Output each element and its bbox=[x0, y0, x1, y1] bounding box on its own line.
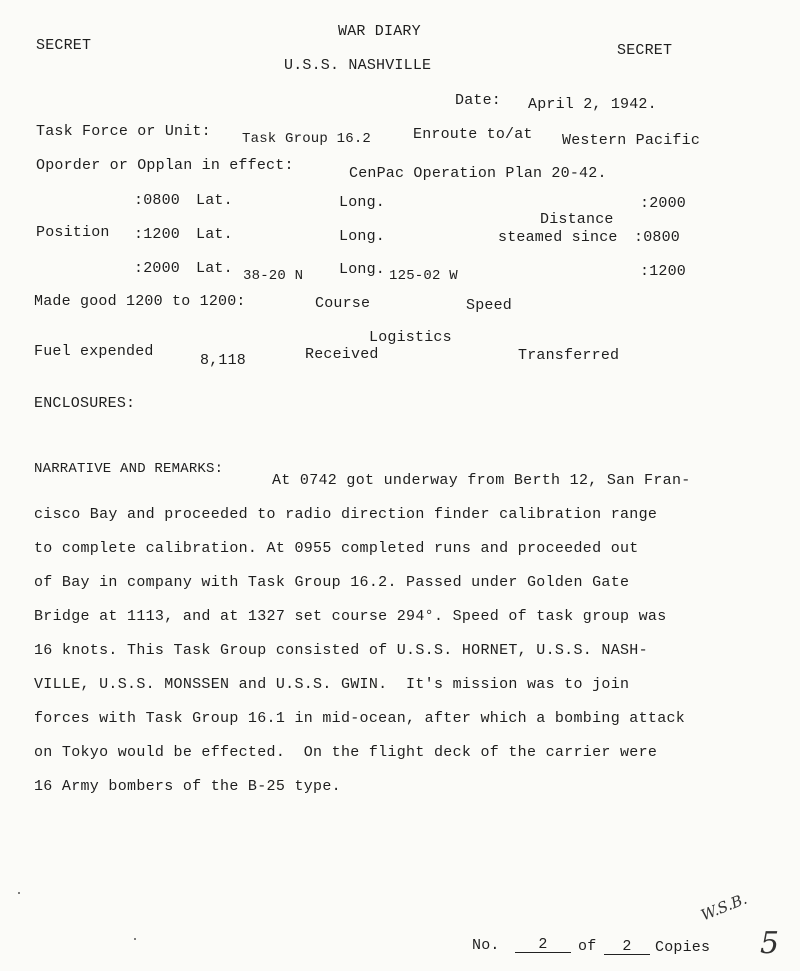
position-lat-label-1: Lat. bbox=[196, 192, 233, 209]
position-time-0800: :0800 bbox=[134, 192, 181, 209]
scan-speck bbox=[134, 938, 136, 940]
transferred-label: Transferred bbox=[518, 347, 620, 364]
narrative-line: forces with Task Group 16.1 in mid-ocean, after which a bombing attack bbox=[34, 710, 686, 727]
handwritten-initials: W.S.B. bbox=[698, 889, 750, 925]
document-title: WAR DIARY bbox=[338, 23, 421, 40]
made-good-label: Made good 1200 to 1200: bbox=[34, 293, 246, 310]
narrative-line: to complete calibration. At 0955 completed runs and proceeded out bbox=[34, 540, 639, 557]
position-long-value-3: 125-02 W bbox=[389, 268, 458, 284]
narrative-label: NARRATIVE AND REMARKS: bbox=[34, 461, 224, 477]
received-label: Received bbox=[305, 346, 379, 363]
enroute-label: Enroute to/at bbox=[413, 126, 533, 143]
narrative-line: At 0742 got underway from Berth 12, San Fran- bbox=[272, 472, 691, 489]
position-long-label-2: Long. bbox=[339, 228, 386, 245]
secret-marking-right: SECRET bbox=[617, 42, 673, 59]
enclosures-label: ENCLOSURES: bbox=[34, 395, 136, 412]
secret-marking-left: SECRET bbox=[36, 37, 92, 54]
distance-label: Distance bbox=[540, 211, 614, 228]
total-copies: 2 bbox=[604, 939, 650, 955]
date-label: Date: bbox=[455, 92, 502, 109]
position-time-1200: :1200 bbox=[134, 226, 181, 243]
speed-label: Speed bbox=[466, 297, 513, 314]
scan-speck bbox=[18, 892, 20, 894]
fuel-expended-label: Fuel expended bbox=[34, 343, 154, 360]
handwritten-page-number: 5 bbox=[760, 926, 780, 961]
position-long-label-3: Long. bbox=[339, 261, 386, 278]
position-lat-value-3: 38-20 N bbox=[243, 268, 304, 284]
position-right-2000: :2000 bbox=[640, 195, 687, 212]
position-lat-label-2: Lat. bbox=[196, 226, 233, 243]
narrative-line: VILLE, U.S.S. MONSSEN and U.S.S. GWIN. It's mission was to join bbox=[34, 676, 630, 693]
oporder-value: CenPac Operation Plan 20-42. bbox=[349, 165, 607, 182]
task-force-value: Task Group 16.2 bbox=[242, 131, 372, 147]
narrative-line: on Tokyo would be effected. On the flight deck of the carrier were bbox=[34, 744, 658, 761]
steamed-since-label: steamed since bbox=[498, 229, 618, 246]
fuel-expended-value: 8,118 bbox=[200, 352, 247, 369]
copy-number: 2 bbox=[515, 937, 571, 953]
narrative-line: cisco Bay and proceeded to radio direction finder calibration range bbox=[34, 506, 658, 523]
narrative-line: 16 knots. This Task Group consisted of U.S.S. HORNET, U.S.S. NASH- bbox=[34, 642, 648, 659]
enroute-value: Western Pacific bbox=[562, 132, 701, 149]
copies-label: Copies bbox=[655, 939, 711, 956]
position-lat-label-3: Lat. bbox=[196, 260, 233, 277]
copy-no-label: No. bbox=[472, 937, 500, 954]
narrative-line: Bridge at 1113, and at 1327 set course 294°. Speed of task group was bbox=[34, 608, 667, 625]
oporder-label: Oporder or Opplan in effect: bbox=[36, 157, 294, 174]
copy-of-label: of bbox=[578, 938, 597, 955]
task-force-label: Task Force or Unit: bbox=[36, 123, 211, 140]
position-right-1200: :1200 bbox=[640, 263, 687, 280]
position-right-0800: :0800 bbox=[634, 229, 681, 246]
logistics-title: Logistics bbox=[369, 329, 452, 346]
narrative-line: of Bay in company with Task Group 16.2. Passed under Golden Gate bbox=[34, 574, 630, 591]
date-value: April 2, 1942. bbox=[528, 96, 657, 113]
position-label: Position bbox=[36, 224, 110, 241]
position-time-2000: :2000 bbox=[134, 260, 181, 277]
position-long-label-1: Long. bbox=[339, 194, 386, 211]
narrative-line: 16 Army bombers of the B-25 type. bbox=[34, 778, 341, 795]
ship-name: U.S.S. NASHVILLE bbox=[284, 57, 432, 74]
course-label: Course bbox=[315, 295, 371, 312]
